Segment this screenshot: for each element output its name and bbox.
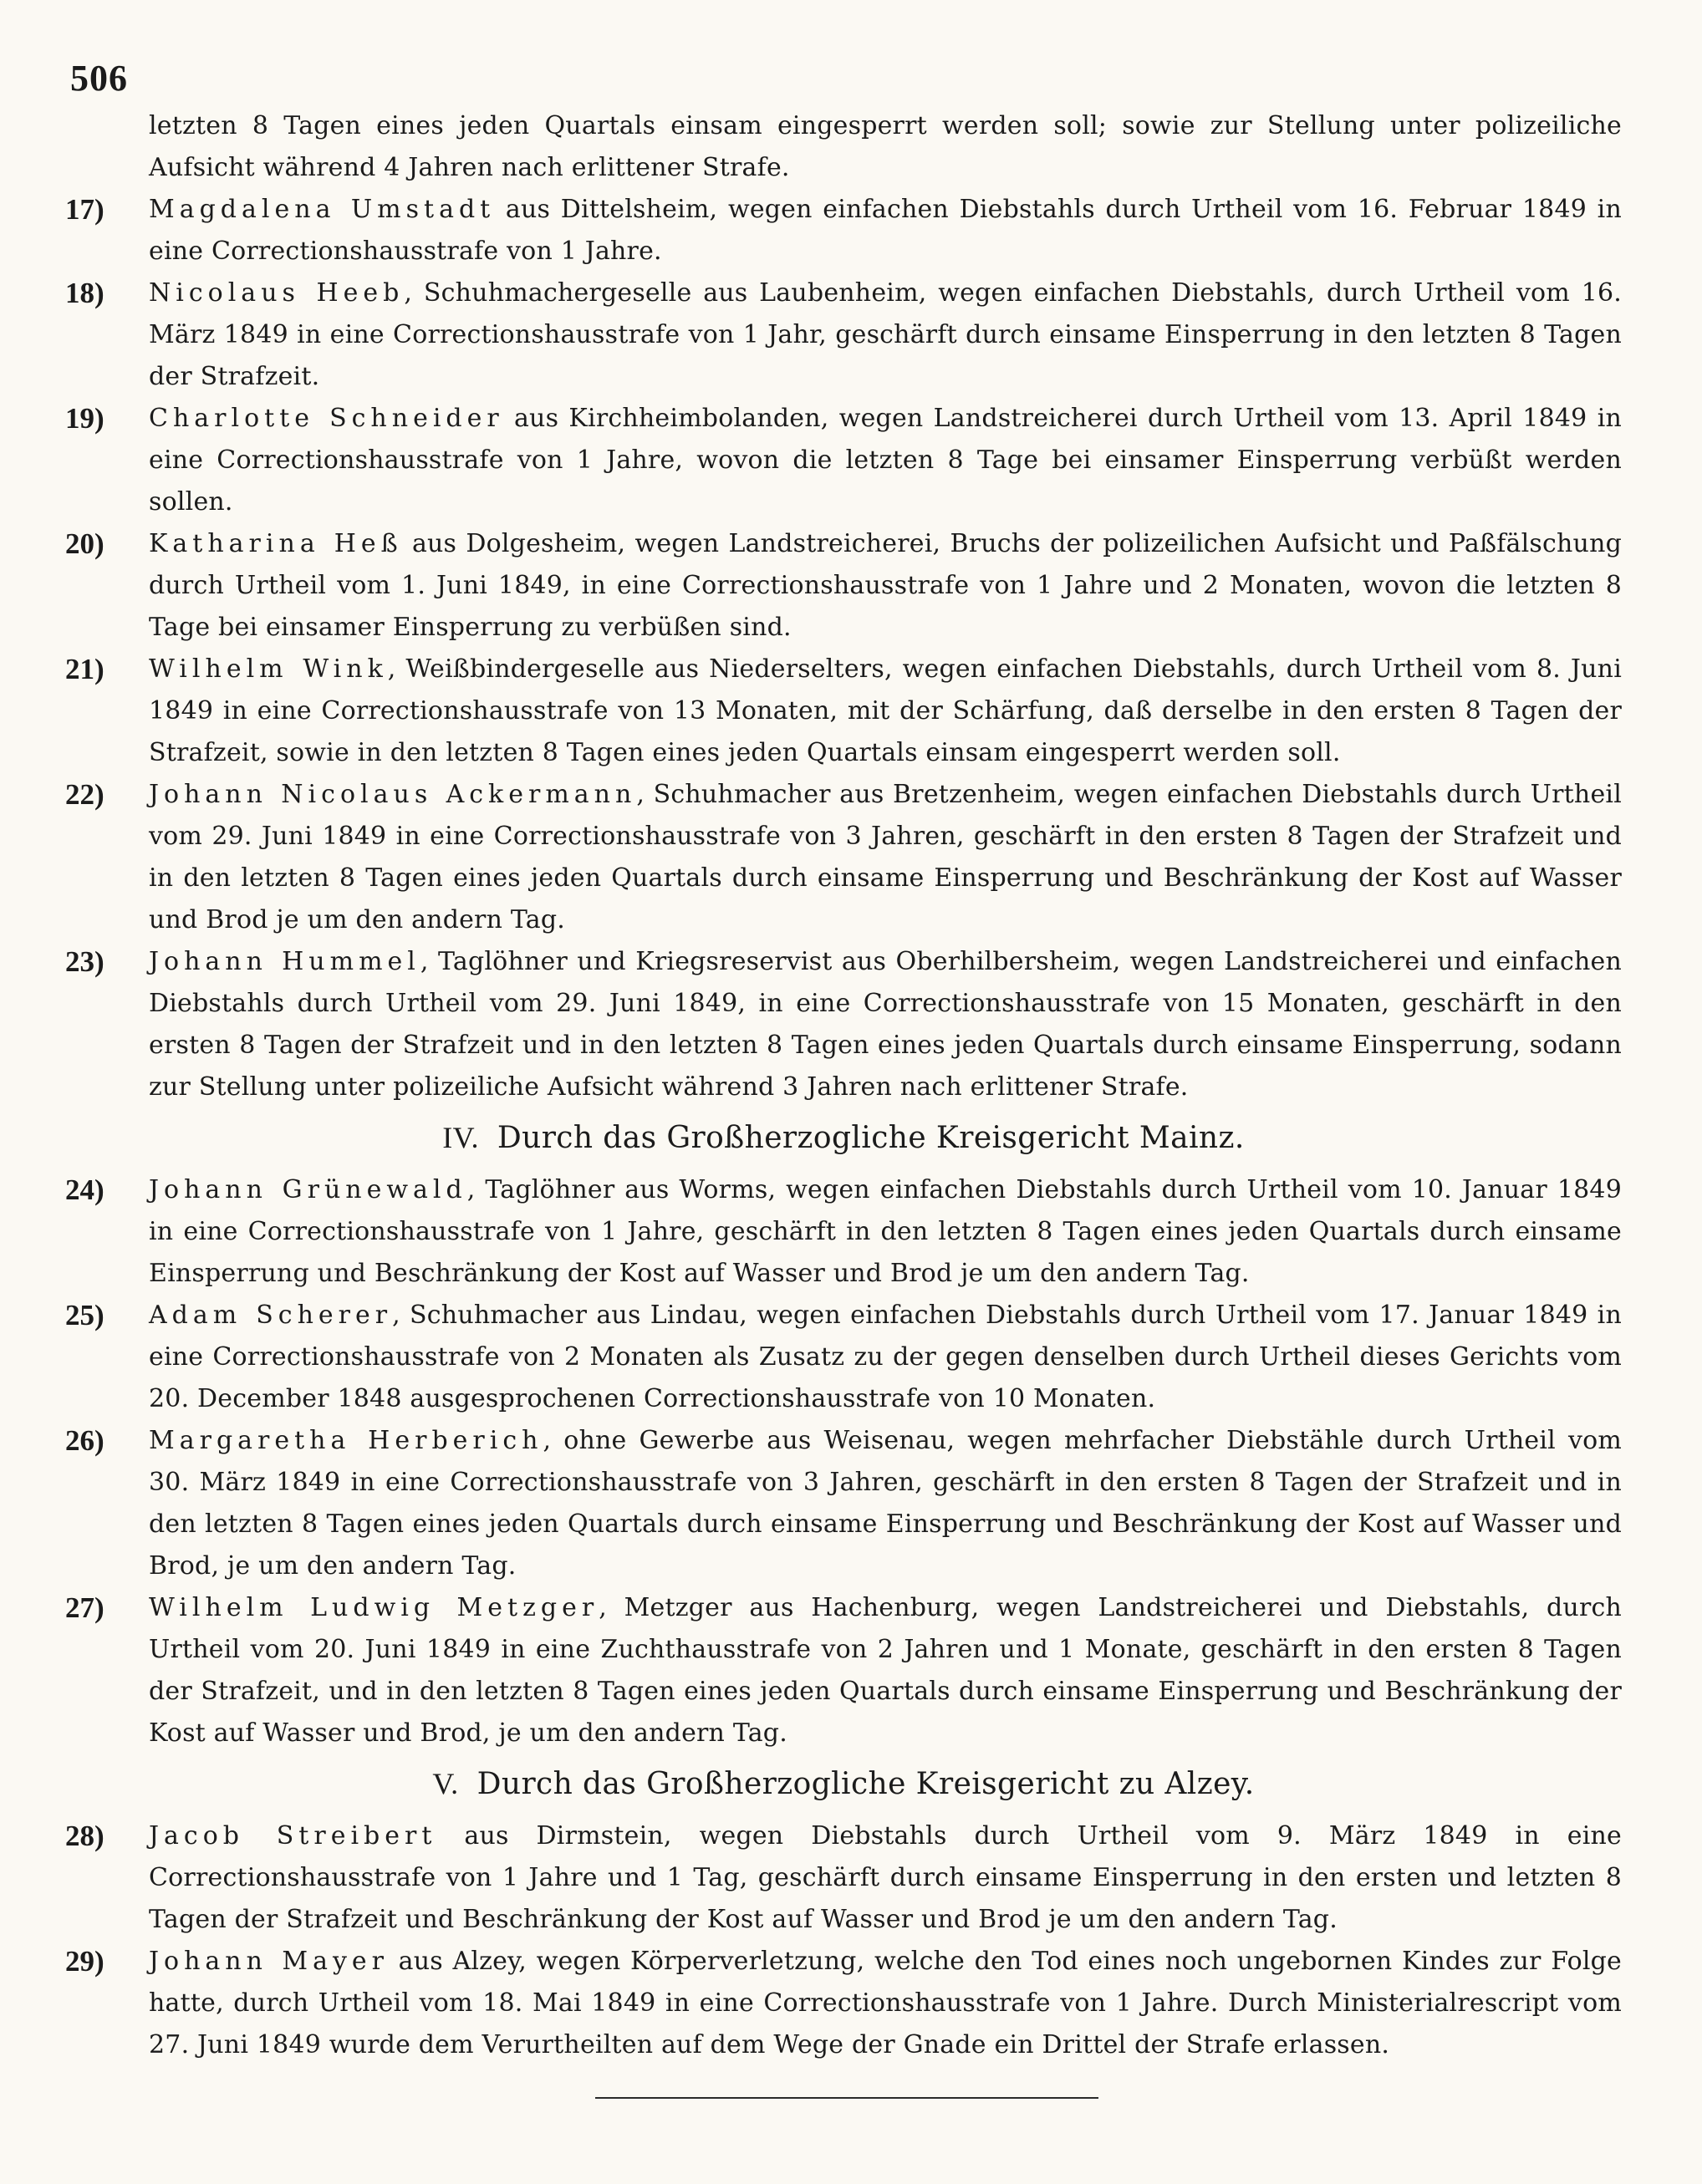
entry-details: aus Dolgesheim, wegen Landstreicherei, Bruchs der polizeilichen Aufsicht und Paßfälschung durch Urtheil vom 1. Juni 1849, in eine Correctionshausstrafe von 1 Jahre und 2 Monaten, wovon die letzten 8 Tage bei einsamer Einsperrung zu verbüßen sind. <box>149 529 1622 642</box>
list-item <box>65 272 1622 398</box>
entry-details: , Schuhmachergeselle aus Laubenheim, wegen einfachen Diebstahls, durch Urtheil vom 16. März 1849 in eine Correctionshausstrafe von 1 Jahr, geschärft durch einsame Einsperrung in den letzten 8 Tagen der Strafzeit. <box>149 278 1622 391</box>
entry-text <box>149 272 1622 398</box>
list-item <box>65 1815 1622 1941</box>
entry-text <box>149 189 1622 272</box>
entry-details: , Taglöhner und Kriegsreservist aus Oberhilbersheim, wegen Landstreicherei und einfachen Diebstahls durch Urtheil vom 29. Juni 1849, in eine Correctionshausstrafe von 15 Monaten, geschärft in den ersten 8 Tagen der Strafzeit und in den letzten 8 Tagen eines jeden Quartals durch einsame Einsperrung, sodann zur Stellung unter polizeiliche Aufsicht während 3 Jahren nach erlittener Strafe. <box>149 947 1622 1102</box>
entry-text <box>149 1169 1622 1295</box>
entry-number: 18) <box>65 277 104 309</box>
entry-number: 22) <box>65 778 104 811</box>
entry-number: 25) <box>65 1299 104 1331</box>
entry-name: Wilhelm Ludwig Metzger <box>149 1593 599 1622</box>
entry-number: 27) <box>65 1591 104 1624</box>
entry-text <box>149 1587 1622 1754</box>
entry-name: Charlotte Schneider <box>149 404 504 433</box>
entry-number: 28) <box>65 1820 104 1852</box>
list-item <box>65 941 1622 1108</box>
entry-number: 21) <box>65 653 104 685</box>
list-item <box>65 1169 1622 1295</box>
entry-name: Jacob Streibert <box>149 1821 437 1851</box>
closing-rule <box>595 2097 1098 2099</box>
entry-name: Adam Scherer <box>149 1301 393 1330</box>
list-item <box>65 1941 1622 2066</box>
list-item <box>65 774 1622 941</box>
entry-text <box>149 649 1622 774</box>
section-heading-v <box>65 1758 1622 1810</box>
section-heading-iv <box>65 1112 1622 1164</box>
page-number: 506 <box>70 58 128 99</box>
entry-name: Johann Nicolaus Ackermann <box>149 780 637 809</box>
entry-text <box>149 774 1622 941</box>
entry-name: Nicolaus Heeb <box>149 278 405 308</box>
list-item <box>65 398 1622 523</box>
list-item <box>65 649 1622 774</box>
entry-details: aus Dirmstein, wegen Diebstahls durch Urtheil vom 9. März 1849 in eine Correctionshausstrafe von 1 Jahre und 1 Tag, geschärft durch einsame Einsperrung in den ersten und letzten 8 Tagen der Strafzeit und Beschränkung der Kost auf Wasser und Brod je um den andern Tag. <box>149 1821 1622 1934</box>
entry-number: 24) <box>65 1173 104 1206</box>
entry-name: Johann Mayer <box>149 1947 390 1976</box>
continuation-text: letzten 8 Tagen eines jeden Quartals einsam eingesperrt werden soll; sowie zur Stellung unter polizeiliche Aufsicht während 4 Jahren nach erlittener Strafe. <box>149 111 1622 182</box>
entry-name: Katharina Heß <box>149 529 403 558</box>
entry-name: Magdalena Umstadt <box>149 195 496 224</box>
list-item <box>65 1295 1622 1420</box>
entry-details: aus Alzey, wegen Körperverletzung, welche den Tod eines noch ungebornen Kindes zur Folge hatte, durch Urtheil vom 18. Mai 1849 in eine Correctionshausstrafe von 1 Jahre. Durch Ministerialrescript vom 27. Juni 1849 wurde dem Verurtheilten auf dem Wege der Gnade ein Drittel der Strafe erlassen. <box>149 1947 1622 2059</box>
list-item <box>65 189 1622 272</box>
list-item <box>65 1420 1622 1587</box>
entry-text <box>149 1295 1622 1420</box>
entry-number: 17) <box>65 193 104 226</box>
entry-number: 29) <box>65 1945 104 1978</box>
entry-text <box>149 941 1622 1108</box>
entry-name: Johann Hummel <box>149 947 420 976</box>
entry-details: , ohne Gewerbe aus Weisenau, wegen mehrfacher Diebstähle durch Urtheil vom 30. März 1849 in eine Correctionshausstrafe von 3 Jahren, geschärft in den ersten 8 Tagen der Strafzeit und in den letzten 8 Tagen eines jeden Quartals durch einsame Einsperrung und Beschränkung der Kost auf Wasser und Brod, je um den andern Tag. <box>149 1426 1622 1581</box>
entry-details: aus Kirchheimbolanden, wegen Landstreicherei durch Urtheil vom 13. April 1849 in eine Correctionshausstrafe von 1 Jahre, wovon die letzten 8 Tage bei einsamer Einsperrung verbüßt werden sollen. <box>149 404 1623 517</box>
section-numeral: IV. <box>442 1121 479 1154</box>
entry-name: Johann Grünewald <box>149 1175 467 1204</box>
section-numeral: V. <box>432 1767 459 1800</box>
section-title: Durch das Großherzogliche Kreisgericht Mainz. <box>497 1121 1245 1155</box>
entry-text <box>149 1420 1622 1587</box>
entry-text <box>149 1815 1622 1941</box>
entry-name: Wilhelm Wink <box>149 654 388 684</box>
entry-number: 19) <box>65 402 104 435</box>
entry-details: aus Dittelsheim, wegen einfachen Diebstahls durch Urtheil vom 16. Februar 1849 in eine Correctionshausstrafe von 1 Jahre. <box>149 195 1622 266</box>
entry-number: 20) <box>65 527 104 560</box>
entry-text <box>149 398 1622 523</box>
entry-details: , Schuhmacher aus Bretzenheim, wegen einfachen Diebstahls durch Urtheil vom 29. Juni 1849 in eine Correctionshausstrafe von 3 Jahren, geschärft in den ersten 8 Tagen der Strafzeit und in den letzten 8 Tagen eines jeden Quartals durch einsame Einsperrung und Beschränkung der Kost auf Wasser und Brod je um den andern Tag. <box>149 780 1622 934</box>
entry-text <box>149 1941 1622 2066</box>
continuation-paragraph <box>65 105 1622 189</box>
section-title: Durch das Großherzogliche Kreisgericht zu Alzey. <box>476 1767 1255 1801</box>
entry-number: 23) <box>65 945 104 978</box>
entry-number: 26) <box>65 1424 104 1457</box>
list-item <box>65 1587 1622 1754</box>
entry-text <box>149 523 1622 649</box>
entry-details: , Weißbindergeselle aus Niederselters, wegen einfachen Diebstahls, durch Urtheil vom 8. Juni 1849 in eine Correctionshausstrafe von 13 Monaten, mit der Schärfung, daß derselbe in den ersten 8 Tagen der Strafzeit, sowie in den letzten 8 Tagen eines jeden Quartals einsam eingesperrt werden soll. <box>149 654 1622 767</box>
entry-details: , Schuhmacher aus Lindau, wegen einfachen Diebstahls durch Urtheil vom 17. Januar 1849 in eine Correctionshausstrafe von 2 Monaten als Zusatz zu der gegen denselben durch Urtheil dieses Gerichts vom 20. December 1848 ausgesprochenen Correctionshausstrafe von 10 Monaten. <box>149 1301 1622 1413</box>
entry-name: Margaretha Herberich <box>149 1426 543 1455</box>
entry-details: , Taglöhner aus Worms, wegen einfachen Diebstahls durch Urtheil vom 10. Januar 1849 in eine Correctionshausstrafe von 1 Jahre, geschärft in den letzten 8 Tagen eines jeden Quartals durch einsame Einsperrung und Beschränkung der Kost auf Wasser und Brod je um den andern Tag. <box>149 1175 1622 1288</box>
list-item <box>65 523 1622 649</box>
entry-details: , Metzger aus Hachenburg, wegen Landstreicherei und Diebstahls, durch Urtheil vom 20. Juni 1849 in eine Zuchthausstrafe von 2 Jahren und 1 Monate, geschärft in den ersten 8 Tagen der Strafzeit, und in den letzten 8 Tagen eines jeden Quartals durch einsame Einsperrung und Beschränkung der Kost auf Wasser und Brod, je um den andern Tag. <box>149 1593 1623 1748</box>
